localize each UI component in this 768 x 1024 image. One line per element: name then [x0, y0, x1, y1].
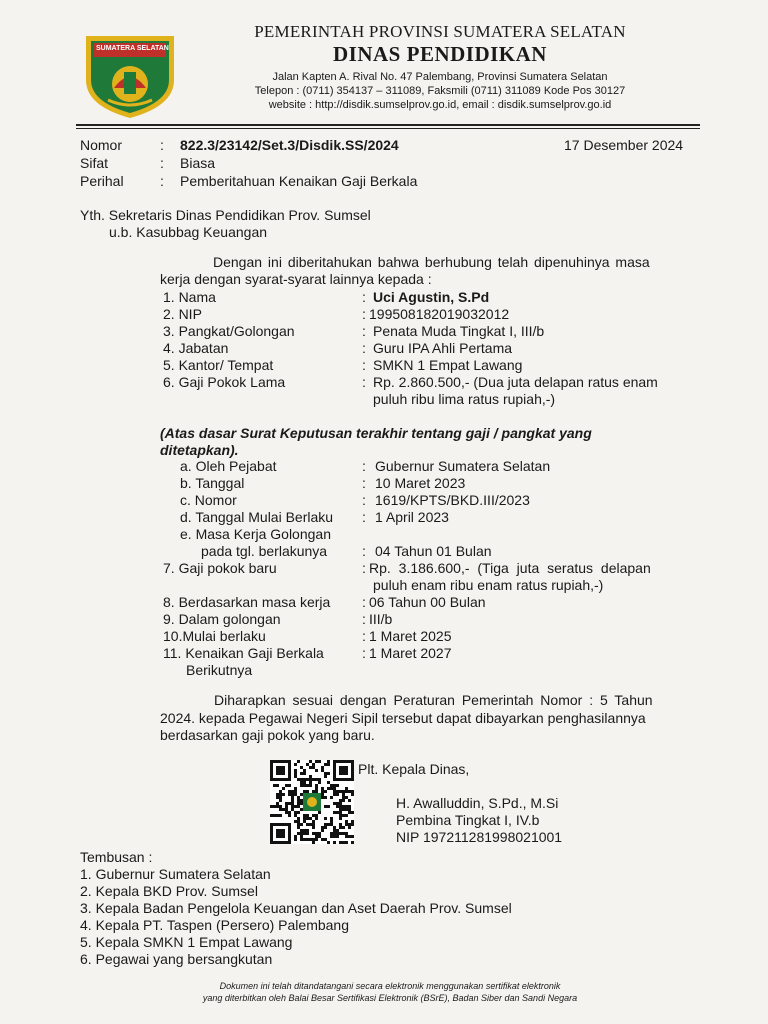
government-name: PEMERINTAH PROVINSI SUMATERA SELATAN: [254, 22, 626, 41]
new-salary-words: puluh enam ribu enam ratus rupiah,-): [373, 577, 604, 593]
colon: :: [362, 357, 366, 373]
colon: :: [160, 137, 164, 153]
grade-value: III/b: [369, 611, 393, 627]
office-website: website : http://disdik.sumselprov.go.id, email : disdik.sumselprov.go.id: [268, 99, 612, 111]
employee-label-position: 4. Jabatan: [163, 340, 229, 356]
signatory-rank: Pembina Tingkat I, IV.b: [396, 812, 540, 828]
closing-line1: Diharapkan sesuai dengan Peraturan Pemerintah Nomor : 5 Tahun: [214, 692, 653, 708]
employee-label-rank: 3. Pangkat/Golongan: [163, 323, 295, 339]
colon: :: [362, 340, 366, 356]
logo-text: SUMATERA SELATAN: [96, 45, 169, 52]
closing-line2: 2024. kepada Pegawai Negeri Sipil tersebut dapat dibayarkan penghasilannya: [160, 710, 646, 726]
new-salary-value: Rp. 3.186.600,- (Tiga juta seratus delapan: [369, 560, 651, 576]
letter-date: 17 Desember 2024: [564, 137, 684, 153]
province-logo: [80, 28, 180, 122]
colon: :: [362, 645, 366, 661]
colon: :: [362, 458, 366, 474]
cc-item: 3. Kepala Badan Pengelola Keuangan dan Aset Daerah Prov. Sumsel: [80, 900, 512, 916]
letterhead: [190, 22, 690, 112]
basis-official: Gubernur Sumatera Selatan: [375, 458, 551, 474]
colon: :: [362, 306, 366, 322]
colon: :: [362, 628, 366, 644]
intro-line2: kerja dengan syarat-syarat lainnya kepada :: [160, 271, 432, 287]
office-name: DINAS PENDIDIKAN: [333, 42, 547, 66]
basis-heading-line1: (Atas dasar Surat Keputusan terakhir tentang gaji / pangkat yang: [160, 425, 592, 441]
basis-date: 10 Maret 2023: [375, 475, 466, 491]
e-sign-notice-line2: yang diterbitkan oleh Balai Besar Sertifikasi Elektronik (BSrE), Badan Siber dan Sandi Negara: [202, 993, 578, 1003]
office-address: Jalan Kapten A. Rival No. 47 Palembang, Provinsi Sumatera Selatan: [272, 71, 608, 83]
employee-name: Uci Agustin, S.Pd: [373, 289, 490, 305]
service-period-value: 06 Tahun 00 Bulan: [369, 594, 486, 610]
signature-title: Plt. Kepala Dinas,: [358, 761, 470, 777]
next-increase-label-line2: Berikutnya: [186, 662, 253, 678]
grade-label: 9. Dalam golongan: [163, 611, 281, 627]
e-sign-notice-line1: Dokumen ini telah ditandatangani secara elektronik menggunakan sertifikat elektronik: [219, 981, 561, 991]
signatory-name: H. Awalluddin, S.Pd., M.Si: [396, 795, 559, 811]
employee-nip: 199508182019032012: [369, 306, 510, 322]
letterhead-rule-thin: [76, 128, 700, 129]
next-increase-value: 1 Maret 2027: [369, 645, 452, 661]
employee-rank: Penata Muda Tingkat I, III/b: [373, 323, 545, 339]
employee-label-office: 5. Kantor/ Tempat: [163, 357, 274, 373]
service-period-label: 8. Berdasarkan masa kerja: [163, 594, 331, 610]
colon: :: [362, 611, 366, 627]
basis-heading-line2: ditetapkan).: [160, 442, 239, 458]
employee-old-salary: Rp. 2.860.500,- (Dua juta delapan ratus enam: [373, 374, 658, 390]
effective-date-value: 1 Maret 2025: [369, 628, 452, 644]
employee-office: SMKN 1 Empat Lawang: [373, 357, 523, 373]
colon: :: [362, 323, 366, 339]
next-increase-label: 11. Kenaikan Gaji Berkala: [163, 645, 324, 661]
basis-label-number: c. Nomor: [180, 492, 237, 508]
sifat-value: Biasa: [180, 155, 216, 171]
basis-effective: 1 April 2023: [375, 509, 449, 525]
employee-position: Guru IPA Ahli Pertama: [373, 340, 513, 356]
signatory-nip: NIP 197211281998021001: [396, 829, 563, 845]
effective-date-label: 10.Mulai berlaku: [163, 628, 266, 644]
colon: :: [160, 155, 164, 171]
sifat-label: Sifat: [80, 155, 109, 171]
cc-item: 5. Kepala SMKN 1 Empat Lawang: [80, 934, 293, 950]
colon: :: [362, 560, 366, 576]
employee-label-nip: 2. NIP: [163, 306, 202, 322]
basis-label-effective: d. Tanggal Mulai Berlaku: [180, 509, 334, 525]
colon: :: [362, 543, 366, 559]
office-phone: Telepon : (0711) 354137 – 311089, Faksmili (0711) 311089 Kode Pos 30127: [254, 85, 626, 97]
basis-label-official: a. Oleh Pejabat: [180, 458, 277, 474]
closing-line3: berdasarkan gaji pokok yang baru.: [160, 727, 375, 743]
cc-item: 2. Kepala BKD Prov. Sumsel: [80, 883, 258, 899]
cc-item: 6. Pegawai yang bersangkutan: [80, 951, 273, 967]
intro-line1: Dengan ini diberitahukan bahwa berhubung telah dipenuhinya masa: [213, 254, 650, 270]
qr-code: [270, 760, 354, 844]
colon: :: [362, 475, 366, 491]
colon: :: [362, 289, 366, 305]
basis-number: 1619/KPTS/BKD.III/2023: [375, 492, 530, 508]
basis-service: 04 Tahun 01 Bulan: [375, 543, 492, 559]
colon: :: [362, 492, 366, 508]
basis-label-service: e. Masa Kerja Golongan: [180, 526, 331, 542]
cc-heading: Tembusan :: [80, 849, 153, 865]
new-salary-label: 7. Gaji pokok baru: [163, 560, 277, 576]
employee-old-salary-words: puluh ribu lima ratus rupiah,-): [373, 391, 556, 407]
addressee-line1: Yth. Sekretaris Dinas Pendidikan Prov. Sumsel: [80, 207, 371, 223]
colon: :: [160, 173, 164, 189]
colon: :: [362, 509, 366, 525]
perihal-label: Perihal: [80, 173, 124, 189]
nomor-value: 822.3/23142/Set.3/Disdik.SS/2024: [180, 137, 399, 153]
perihal-value: Pemberitahuan Kenaikan Gaji Berkala: [180, 173, 418, 189]
letterhead-rule: [76, 124, 700, 126]
e-sign-notice: [130, 980, 650, 1004]
cc-item: 4. Kepala PT. Taspen (Persero) Palembang: [80, 917, 350, 933]
cc-item: 1. Gubernur Sumatera Selatan: [80, 866, 271, 882]
colon: :: [362, 594, 366, 610]
colon: :: [362, 374, 366, 390]
employee-label-old-salary: 6. Gaji Pokok Lama: [163, 374, 286, 390]
addressee-line2: u.b. Kasubbag Keuangan: [109, 224, 268, 240]
nomor-label: Nomor: [80, 137, 123, 153]
employee-label-name: 1. Nama: [163, 289, 216, 305]
basis-label-service-line2: pada tgl. berlakunya: [201, 543, 328, 559]
basis-label-date: b. Tanggal: [180, 475, 245, 491]
